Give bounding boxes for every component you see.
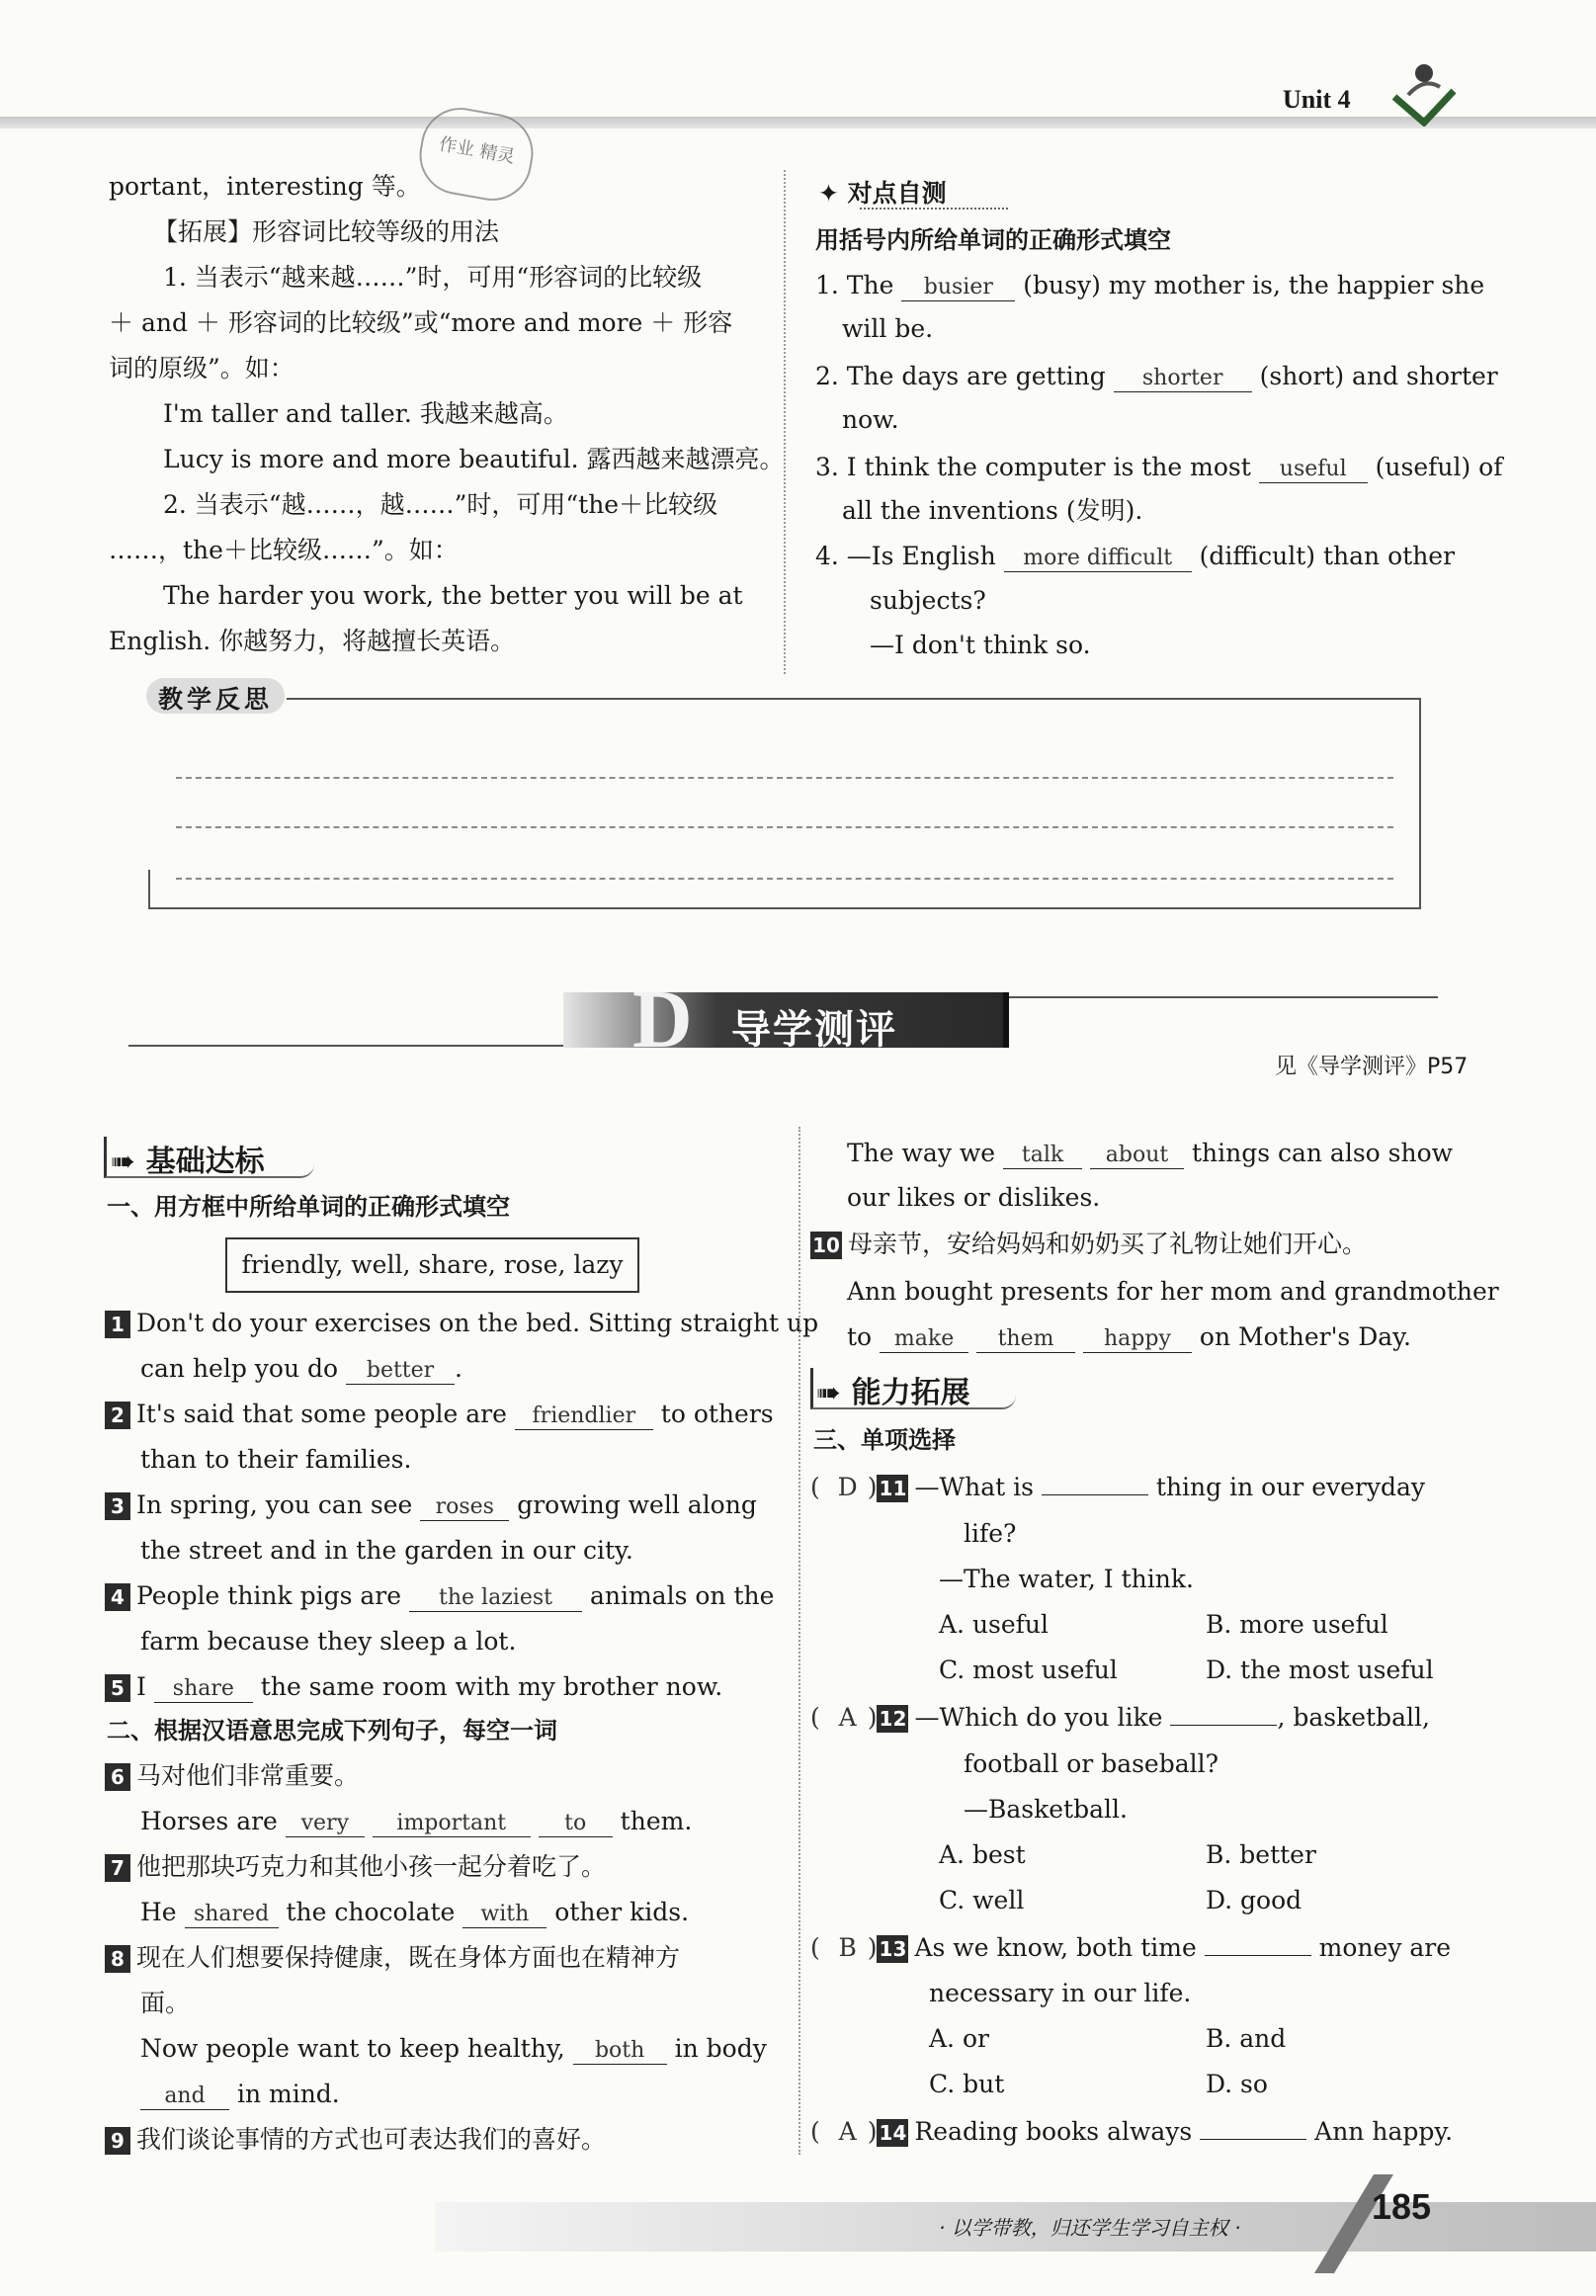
answer-blank[interactable] bbox=[1200, 2139, 1306, 2140]
page-number: 185 bbox=[1372, 2186, 1432, 2227]
column-divider-top bbox=[784, 170, 786, 674]
answer-blank[interactable]: to bbox=[539, 1811, 613, 1837]
writing-line[interactable] bbox=[176, 777, 1393, 779]
logo-icon bbox=[1388, 57, 1460, 127]
answer-blank[interactable]: friendlier bbox=[515, 1403, 653, 1430]
answer-blank[interactable]: both bbox=[573, 2038, 667, 2065]
diamond-icon: ✦ bbox=[818, 179, 848, 208]
answer-blank[interactable]: talk bbox=[1003, 1143, 1082, 1169]
arrow-icon: ➠ bbox=[816, 1376, 842, 1410]
writing-line[interactable] bbox=[176, 878, 1393, 880]
word-box: friendly, well, share, rose, lazy bbox=[225, 1237, 639, 1293]
choice-answer[interactable]: B bbox=[838, 1933, 857, 1962]
answer-blank[interactable]: useful bbox=[1259, 457, 1368, 483]
arrow-icon: ➠ bbox=[111, 1145, 136, 1179]
choice-answer[interactable]: A bbox=[838, 1703, 857, 1732]
answer-blank[interactable] bbox=[1205, 1955, 1311, 1956]
answer-blank[interactable]: share bbox=[154, 1676, 253, 1703]
choice-answer[interactable]: A bbox=[838, 2117, 857, 2146]
answer-blank[interactable]: very bbox=[286, 1811, 365, 1837]
answer-blank[interactable]: about bbox=[1090, 1143, 1184, 1169]
answer-blank[interactable]: roses bbox=[420, 1494, 509, 1521]
answer-blank[interactable]: shorter bbox=[1114, 366, 1252, 392]
choice-answer[interactable]: D bbox=[837, 1473, 858, 1501]
answer-blank[interactable]: busier bbox=[901, 275, 1015, 301]
answer-blank[interactable]: better bbox=[346, 1358, 455, 1385]
writing-line[interactable] bbox=[176, 826, 1393, 828]
answer-blank[interactable]: more difficult bbox=[1004, 546, 1192, 572]
answer-blank[interactable]: important bbox=[373, 1811, 531, 1837]
answer-blank[interactable]: and bbox=[140, 2083, 229, 2110]
unit-label: Unit 4 bbox=[1283, 85, 1351, 114]
stamp: 作业 精灵 bbox=[413, 102, 540, 207]
answer-blank[interactable]: them bbox=[976, 1326, 1075, 1353]
answer-blank[interactable]: happy bbox=[1083, 1326, 1192, 1353]
answer-blank[interactable]: shared bbox=[185, 1902, 279, 1928]
answer-blank[interactable] bbox=[1042, 1494, 1148, 1495]
answer-blank[interactable]: make bbox=[880, 1326, 968, 1353]
header-band bbox=[0, 117, 1596, 128]
answer-blank[interactable] bbox=[1170, 1725, 1277, 1726]
answer-blank[interactable]: the laziest bbox=[409, 1585, 582, 1612]
answer-blank[interactable]: with bbox=[462, 1902, 546, 1928]
column-divider-bottom bbox=[798, 1127, 800, 2155]
